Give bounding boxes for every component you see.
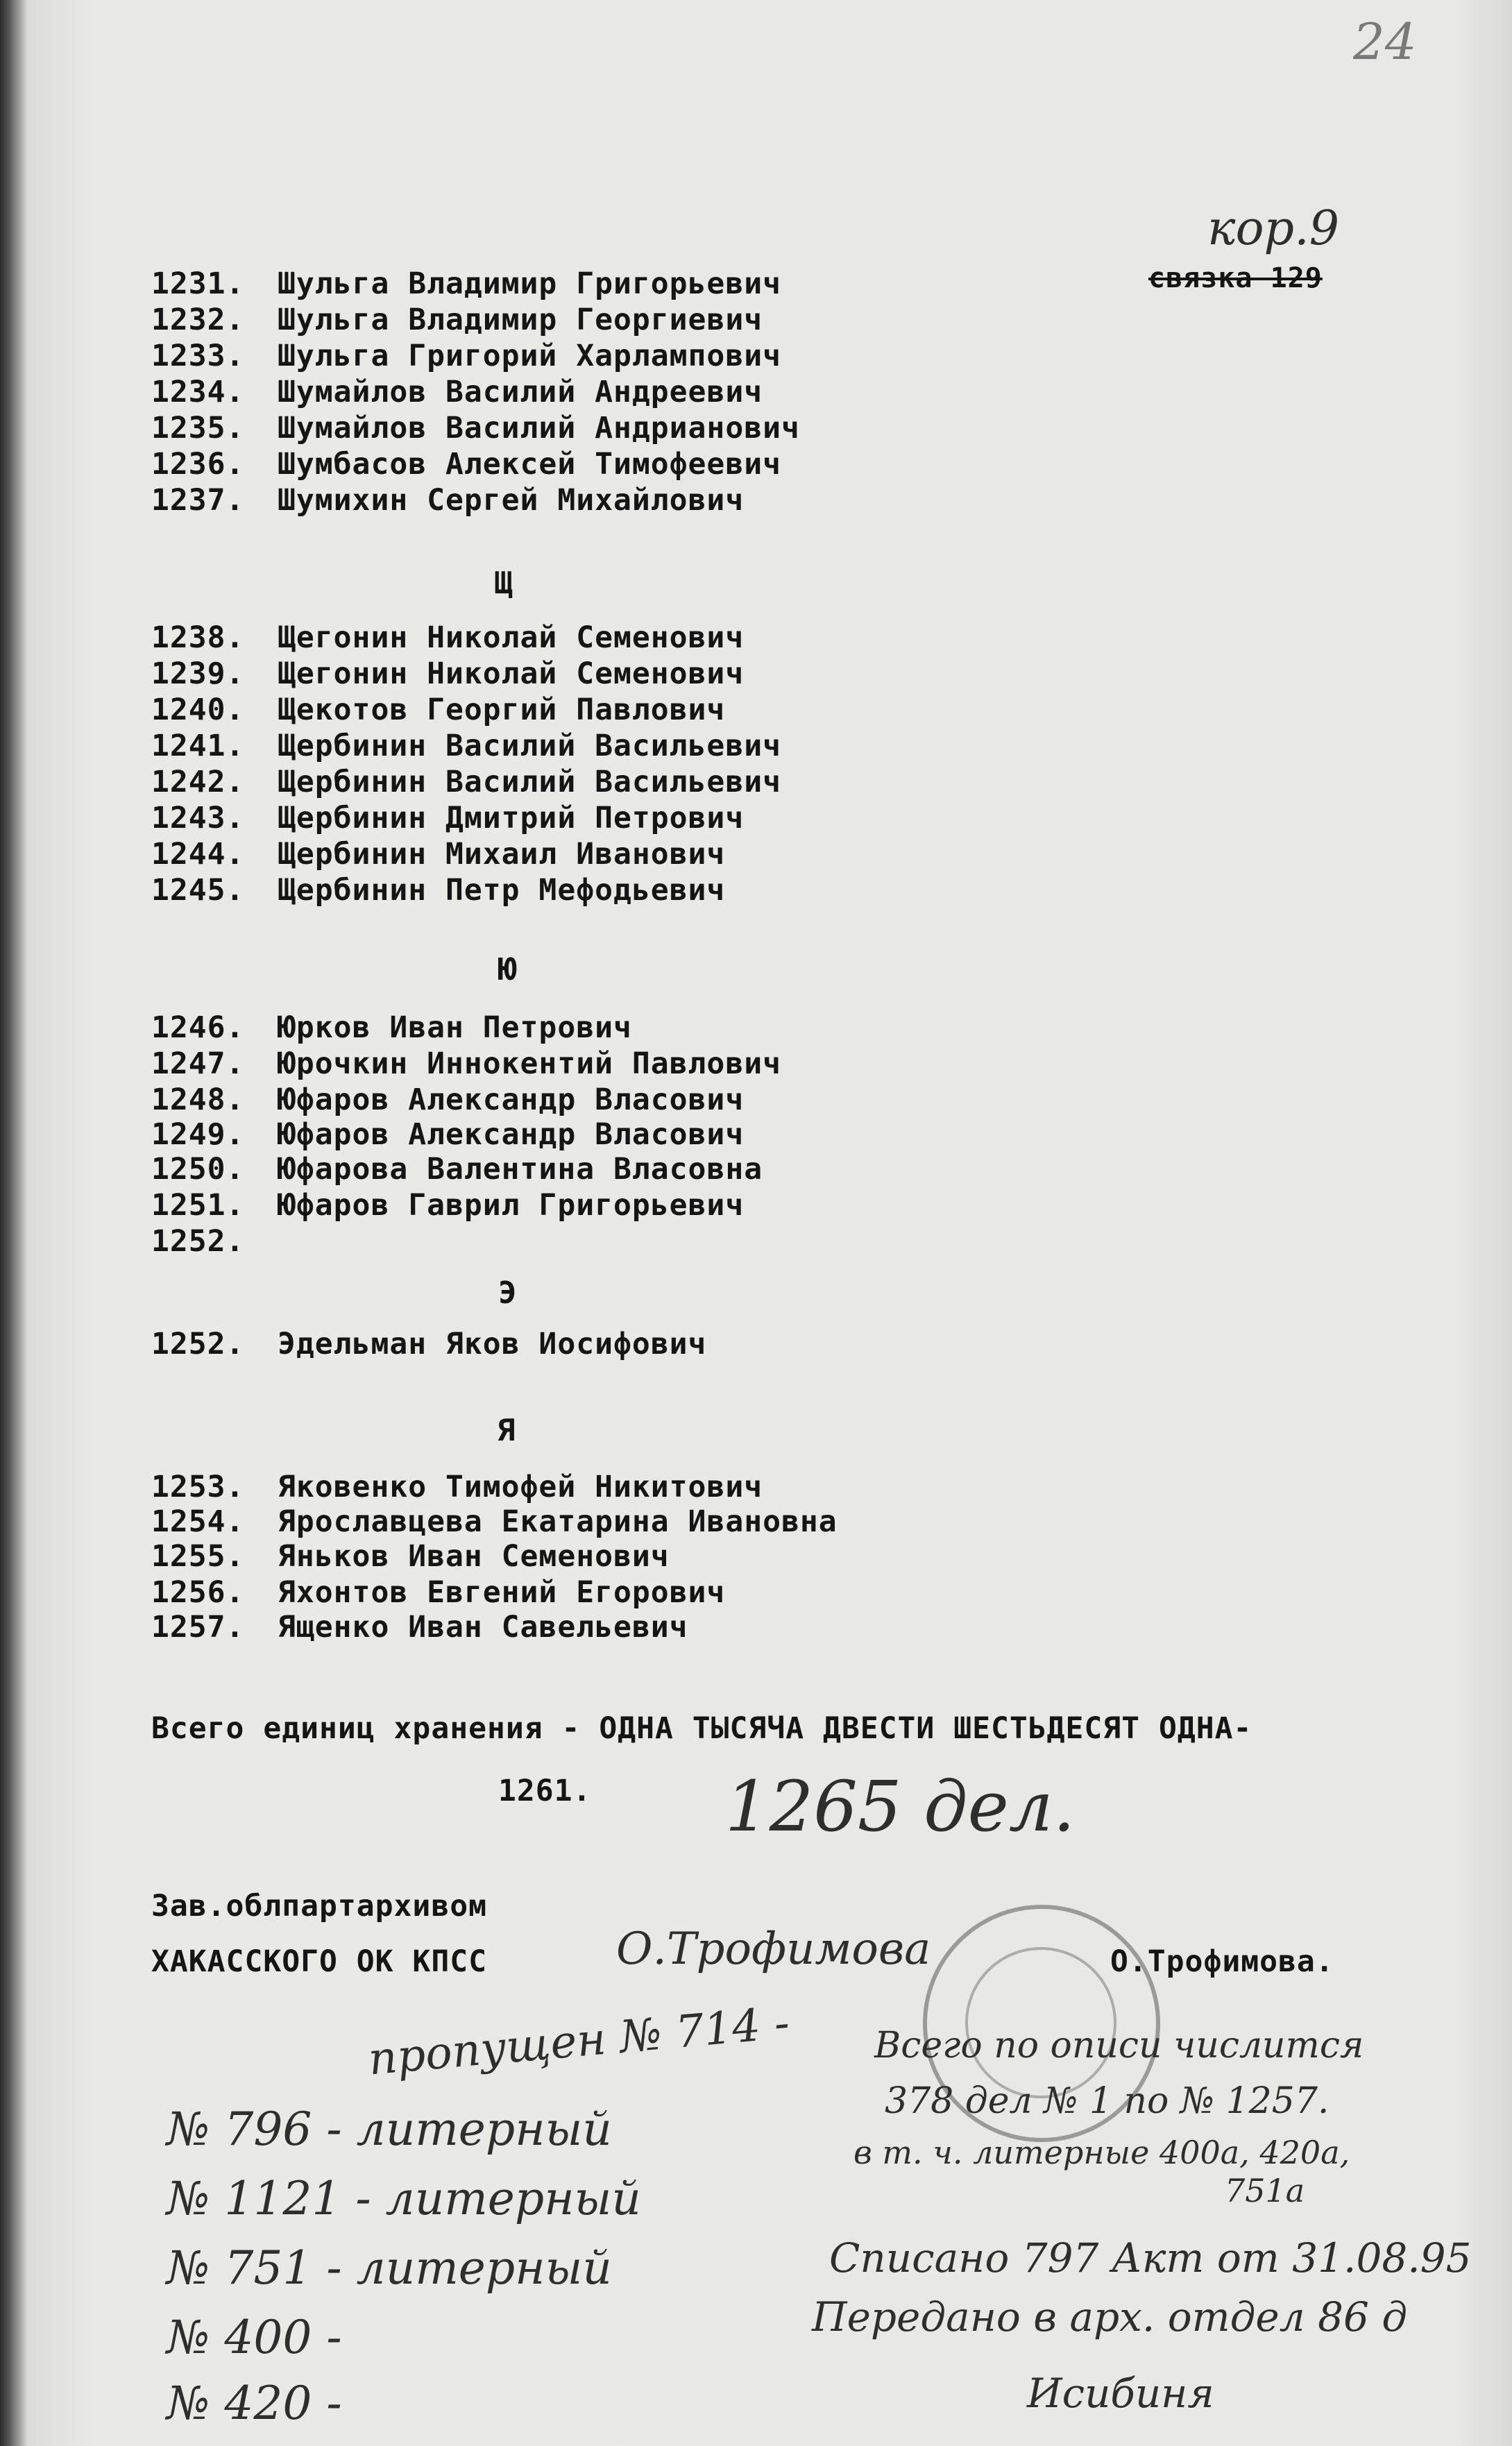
entry-number: 1237.	[151, 483, 245, 518]
entry-name: Шульга Владимир Григорьевич	[278, 266, 781, 301]
list-item	[0, 1046, 1041, 1082]
note-item	[167, 2172, 641, 2225]
bundle-label: связка 129	[1148, 262, 1323, 294]
list-item	[0, 1188, 1041, 1224]
entry-name: Щербинин Василий Васильевич	[278, 729, 781, 763]
list-item	[0, 1327, 1041, 1363]
list-item	[0, 266, 1041, 303]
entry-name: Юфаров Александр Власович	[278, 1117, 745, 1152]
section-letter: Ю	[498, 952, 517, 987]
list-item	[0, 447, 1041, 483]
entry-number: 1241.	[151, 729, 245, 763]
entry-name: Юфарова Валентина Власовна	[278, 1152, 763, 1187]
note-summary-1: Всего по описи числится	[874, 2025, 1364, 2066]
entry-number: 1238.	[151, 620, 245, 655]
entry-name: Юрочкин Иннокентий Павлович	[278, 1046, 781, 1081]
entry-number: 1247.	[151, 1046, 245, 1081]
list-item	[0, 483, 1041, 519]
note-item-text: -	[326, 2377, 342, 2430]
note-skipped: пропущен № 714 -	[366, 1997, 792, 2086]
entry-name: Шумихин Сергей Михайлович	[278, 483, 745, 518]
note-item-number: № 796	[167, 2103, 312, 2156]
note-summary-4: 751а	[1225, 2172, 1305, 2209]
list-item	[0, 1470, 1041, 1506]
note-summary-2: 378 дел № 1 по № 1257.	[885, 2080, 1330, 2122]
entry-number: 1245.	[151, 873, 245, 908]
entry-number: 1239.	[151, 656, 245, 691]
entry-number: 1257.	[151, 1610, 245, 1645]
list-item	[0, 1117, 1041, 1153]
page-number: 24	[1353, 12, 1417, 71]
list-item	[0, 1610, 1041, 1646]
note-item	[167, 2241, 612, 2295]
list-item	[0, 1082, 1041, 1119]
entry-name: Шульга Григорий Харлампович	[278, 339, 781, 373]
list-item	[0, 765, 1041, 801]
note-item	[167, 2377, 342, 2430]
entry-name: Яхонтов Евгений Егорович	[278, 1575, 726, 1610]
note-item-text: -	[326, 2311, 342, 2364]
note-final-signature: Исибиня	[1027, 2370, 1214, 2417]
box-label: кор.9	[1207, 201, 1339, 256]
signatory-title-2: ХАКАССКОГО ОК КПСС	[151, 1944, 487, 1979]
entry-name: Яковенко Тимофей Никитович	[278, 1470, 763, 1504]
list-item	[0, 339, 1041, 375]
list-item	[0, 693, 1041, 729]
entry-number: 1252.	[151, 1224, 245, 1259]
entry-name: Эдельман Яков Иосифович	[278, 1327, 707, 1361]
entry-name: Щербинин Михаил Иванович	[278, 837, 726, 872]
entry-number: 1250.	[151, 1152, 245, 1187]
signatory-title-1: Зав.облпартархивом	[151, 1889, 487, 1923]
list-item	[0, 873, 1041, 909]
list-item	[0, 801, 1041, 837]
entry-number: 1235.	[151, 411, 245, 445]
entry-name: Юфаров Александр Власович	[278, 1082, 745, 1117]
list-item	[0, 1224, 1041, 1260]
note-item-number: № 1121	[167, 2172, 341, 2225]
note-item-number: № 420	[167, 2377, 312, 2430]
entry-name: Щербинин Василий Васильевич	[278, 765, 781, 799]
entry-number: 1256.	[151, 1575, 245, 1610]
list-item	[0, 1010, 1041, 1046]
note-item-text: - литерный	[355, 2172, 641, 2225]
entry-name: Ященко Иван Савельевич	[278, 1610, 688, 1645]
entry-name: Щегонин Николай Семенович	[278, 620, 745, 655]
list-item	[0, 375, 1041, 411]
note-item	[167, 2311, 342, 2364]
entry-name: Яньков Иван Семенович	[278, 1539, 670, 1574]
note-item	[167, 2103, 612, 2156]
entry-name: Щекотов Георгий Павлович	[278, 693, 726, 727]
entry-number: 1244.	[151, 837, 245, 872]
entry-number: 1232.	[151, 303, 245, 337]
entry-name: Ярославцева Екатарина Ивановна	[278, 1504, 838, 1539]
entry-name: Юрков Иван Петрович	[278, 1010, 632, 1045]
entry-name: Шумайлов Василий Андреевич	[278, 375, 763, 409]
entry-number: 1249.	[151, 1117, 245, 1152]
note-item-text: - литерный	[326, 2103, 612, 2156]
list-item	[0, 837, 1041, 873]
list-item	[0, 729, 1041, 765]
list-item	[0, 1575, 1041, 1611]
list-item	[0, 1152, 1041, 1188]
entry-number: 1251.	[151, 1188, 245, 1223]
list-item	[0, 1539, 1041, 1575]
note-item-number: № 751	[167, 2241, 312, 2295]
entry-name: Щегонин Николай Семенович	[278, 656, 745, 691]
entry-name: Юфаров Гаврил Григорьевич	[278, 1188, 745, 1223]
entry-name: Шумайлов Василий Андрианович	[278, 411, 800, 445]
list-item	[0, 656, 1041, 693]
entry-number: 1231.	[151, 266, 245, 301]
total-line: Всего единиц хранения - ОДНА ТЫСЯЧА ДВЕСТИ ШЕСТЬДЕСЯТ ОДНА-	[151, 1711, 1252, 1746]
signature: О.Трофимова	[616, 1923, 931, 1975]
entry-number: 1234.	[151, 375, 245, 409]
entry-number: 1255.	[151, 1539, 245, 1574]
section-letter: Э	[498, 1275, 517, 1311]
note-written-off: Списано 797 Акт от 31.08.95	[829, 2234, 1472, 2282]
entry-number: 1240.	[151, 693, 245, 727]
note-transferred: Передано в арх. отдел 86 д	[812, 2293, 1408, 2341]
note-summary-3: в т. ч. литерные 400а, 420а,	[853, 2134, 1350, 2171]
entry-number: 1233.	[151, 339, 245, 373]
section-letter: Щ	[494, 566, 513, 601]
entry-number: 1236.	[151, 447, 245, 482]
list-item	[0, 411, 1041, 447]
list-item	[0, 620, 1041, 656]
entry-number: 1243.	[151, 801, 245, 835]
total-number: 1261.	[498, 1774, 592, 1808]
entry-name: Шульга Владимир Георгиевич	[278, 303, 763, 337]
signatory-typed-name: О.Трофимова.	[1110, 1944, 1334, 1979]
entry-name: Щербинин Петр Мефодьевич	[278, 873, 726, 908]
total-handwritten: 1265 дел.	[725, 1766, 1076, 1847]
entry-number: 1246.	[151, 1010, 245, 1045]
note-item-text: - литерный	[326, 2241, 612, 2295]
entry-name: Шумбасов Алексей Тимофеевич	[278, 447, 781, 482]
entry-number: 1253.	[151, 1470, 245, 1504]
list-item	[0, 1504, 1041, 1540]
entry-name: Щербинин Дмитрий Петрович	[278, 801, 745, 835]
entry-number: 1252.	[151, 1327, 245, 1361]
entry-number: 1248.	[151, 1082, 245, 1117]
section-letter: Я	[497, 1413, 516, 1448]
entry-number: 1242.	[151, 765, 245, 799]
note-item-number: № 400	[167, 2311, 312, 2364]
entry-number: 1254.	[151, 1504, 245, 1539]
list-item	[0, 303, 1041, 339]
